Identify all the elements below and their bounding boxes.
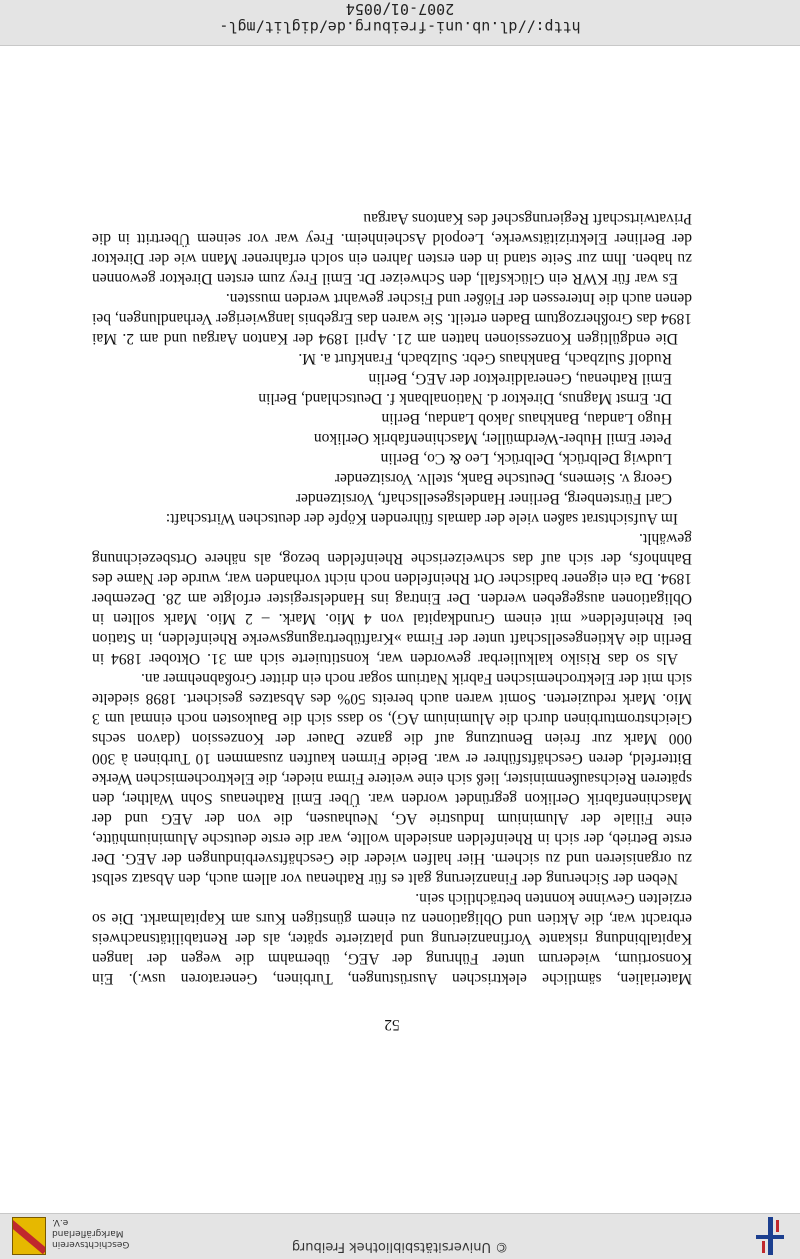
supervisory-board-list — [92, 348, 692, 508]
paragraph: Die endgültigen Konzessionen hatten am 21. April 1894 der Kanton Aargau und am 2. Mai 1894 das Großherzogtum Baden erteilt. Sie waren das Ergebnis langwieriger Verhandlungen, bei denen auch die Interessen der Flößer und Fischer gewahrt werden mussten. — [92, 290, 692, 347]
paragraph: Neben der Sicherung der Finanzierung galt es für Rathenau vor allem auch, den Absatz selbst zu organisieren und zu sichern. Hier halfen wieder die Geschäftsverbindungen der AEG. Der erste Betrieb, der sich in Rheinfelden ansiedeln wollte, war die erste deutsche Aluminiumhütte, eine Filiale der Aluminium Industrie AG, Neuhausen, die von der AEG und der Maschinenfabrik Oerlikon gegründet worden war. Über Emil Rathenaus Sohn Walther, den späteren Reichsaußenminister, ließ sich eine weitere Firma nieder, die Elektrochemischen Werke Bitterfeld, deren Geschäftsführer er war. Beide Firmen kauften zusammen 10 Turbinen à 300 000 Mark zur freien Benutzung auf die ganze Dauer der Konzession (davon sechs Gleichstromturbinen durch die Aluminium AG), so dass sich die Baukosten noch einmal um 3 Mio. Mark reduzierten. Somit waren auch bereits 50% des Absatzes gesichert. 1898 siedelte sich mit der Elektrochemischen Fabrik Natrium sogar noch ein dritter Großabnehmer an. — [92, 670, 692, 887]
permalink-url[interactable]: http://dl.ub.uni-freiburg.de/diglit/mgl-2007-01/0054 — [219, 0, 581, 36]
permalink-footer-bar — [0, 0, 800, 46]
page-number: 52 — [384, 1016, 400, 1033]
board-member: Carl Fürstenberg, Berliner Handelsgesellschaft, Vorsitzender — [295, 490, 672, 507]
board-member: Georg v. Siemens, Deutsche Bank, stellv. Vorsitzender — [334, 470, 672, 487]
coat-of-arms-icon — [12, 1217, 46, 1255]
library-copyright: © Universitätsbibliothek Freiburg — [291, 1239, 509, 1254]
society-name — [52, 1216, 132, 1249]
board-member: Emil Rathenau, Generaldirektor der AEG, Berlin — [368, 370, 672, 387]
society-name-line1: Geschichtsverein — [52, 1239, 130, 1249]
society-branding — [12, 1217, 132, 1255]
board-member: Ludwig Delbrück, Delbrück, Leo & Co, Berlin — [380, 450, 672, 467]
paragraph: Im Aufsichtsrat saßen viele der damals führenden Köpfe der deutschen Wirtschaft: — [165, 510, 678, 527]
paragraph: Als so das Risiko kalkulierbar geworden war, konstituierte sich am 31. Oktober 1894 in Berlin die Aktiengesellschaft unter der Firma »Kraftübertragungswerke Rheinfelden, in Station bei Rheinfelden« mit einem Grundkapital von 4 Mio. Mark. – 2 Mio. Mark sollten in Obligationen ausgegeben werden. Der Eintrag ins Handelsregister erfolgte am 28. Dezember 1894. Da ein eigener badischer Ort Rheinfelden noch nicht vorhanden war, wurde der Name des Bahnhofs, der sich auf das schweizerische Rheinfelden bezog, als nähere Ortsbezeichnung gewählt. — [92, 530, 692, 667]
board-member: Peter Emil Huber-Werdmüller, Maschinenfabrik Oerlikon — [313, 430, 672, 447]
society-name-line2: Markgräflerland e.V. — [52, 1217, 124, 1238]
paragraph: Es war für KWR ein Glücksfall, den Schweizer Dr. Emil Frey zum ersten Direktor gewonnen zu haben. Ihm zur Seite stand in den ersten Jahren ein solch erfahrener Mann wie der Direktor der Berliner Elektrizitätswerke, Leopold Ascheinheim. Frey war vor seinem Übertritt in die Privatwirtschaft Regierungschef des Kantons Aargau — [92, 210, 692, 287]
page-body — [92, 208, 692, 1034]
board-member: Rudolf Sulzbach, Bankhaus Gebr. Sulzbach, Frankfurt a. M. — [298, 350, 672, 367]
board-member: Dr. Ernst Magnus, Direktor d. Nationalbank f. Deutschland, Berlin — [258, 390, 672, 407]
university-logo-icon — [756, 1217, 784, 1255]
library-header-bar — [0, 1213, 800, 1259]
paragraph: Materialien, sämtliche elektrischen Ausrüstungen, Turbinen, Generatoren usw.). Ein Konsortium, wiederum unter Führung der AEG, übernahm die wegen der langen Kapitalbindung riskante Vorfinanzierung und platzierte später, als der Rentabilitätsnachweis erbracht war, die Aktien und Obligationen zu einem günstigen Kurs am Kapitalmarkt. Die so erzielten Gewinne konnten beträchtlich sein. — [92, 890, 692, 987]
board-member: Hugo Landau, Bankhaus Jakob Landau, Berlin — [381, 410, 672, 427]
